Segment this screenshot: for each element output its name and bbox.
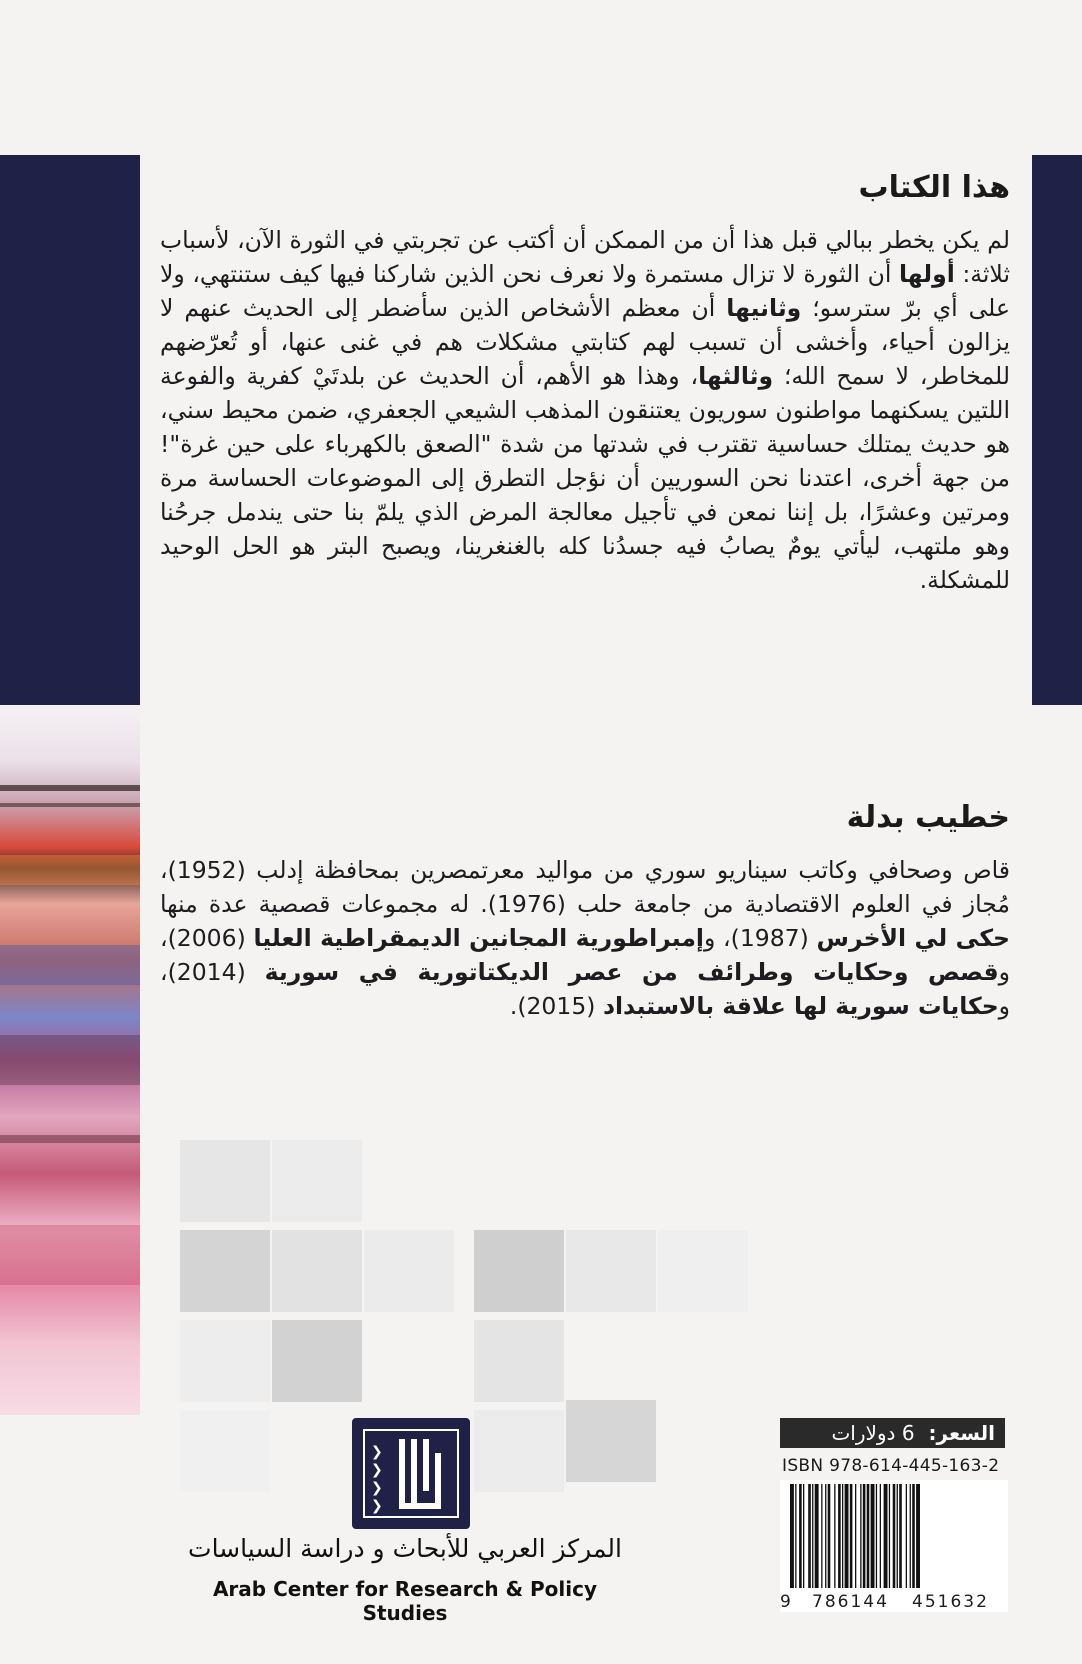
price-value: 6 دولارات bbox=[831, 1421, 915, 1445]
mosaic-square bbox=[272, 1320, 362, 1402]
mosaic-square bbox=[474, 1320, 564, 1402]
logo-arrows-icon: ❯ ❯ ❯ ❯ bbox=[371, 1444, 383, 1514]
barcode-bar bbox=[912, 1484, 915, 1588]
bold-run: حكى لي الأخرس bbox=[816, 924, 1010, 952]
text-run: أن معظم الأشخاص الذين سأضطر إلى الحديث عنهم لا يزالون أحياء، وأخشى أن تسبب لهم كتابتي مشكلات هم في غنى عنها، أو تُعرّضهم للمخاطر، لا سمح الله؛ bbox=[160, 294, 1010, 390]
isbn-barcode bbox=[780, 1480, 1008, 1612]
author-section bbox=[160, 800, 1010, 1023]
barcode-bar bbox=[828, 1484, 831, 1588]
text-run: (1987)، و bbox=[703, 924, 817, 952]
barcode-bar bbox=[821, 1484, 822, 1588]
barcode-bar bbox=[884, 1484, 888, 1588]
price-label: السعر: bbox=[928, 1421, 995, 1445]
barcode-bar bbox=[815, 1484, 819, 1588]
text-run: لم يكن يخطر ببالي قبل هذا أن من الممكن أن أكتب عن تجربتي في الثورة الآن، لأسباب ثلاثة: bbox=[160, 226, 1010, 288]
barcode-bar bbox=[842, 1484, 843, 1588]
barcode-bar bbox=[803, 1484, 804, 1588]
barcode-bar bbox=[845, 1484, 849, 1588]
barcode-bar bbox=[863, 1484, 866, 1588]
isbn-number: ISBN 978-614-445-163-2 bbox=[782, 1456, 1000, 1476]
barcode-group-right: 451632 bbox=[912, 1592, 989, 1612]
right-navy-bar bbox=[1032, 155, 1082, 705]
barcode-bar bbox=[916, 1484, 920, 1588]
publisher-logo bbox=[352, 1418, 470, 1529]
barcode-bar bbox=[880, 1484, 881, 1588]
mosaic-square bbox=[474, 1230, 564, 1312]
barcode-bar bbox=[906, 1484, 907, 1588]
mosaic-square bbox=[272, 1140, 362, 1222]
barcode-bar bbox=[834, 1484, 835, 1588]
barcode-bar bbox=[860, 1484, 861, 1588]
mosaic-square bbox=[658, 1230, 748, 1312]
barcode-bar bbox=[838, 1484, 841, 1588]
mosaic-square bbox=[566, 1400, 656, 1482]
barcode-bar bbox=[808, 1484, 811, 1588]
logo-frame bbox=[363, 1429, 459, 1518]
text-run: ، وهذا هو الأهم، أن الحديث عن بلدتَيْ كفرية والفوعة اللتين يسكنهما مواطنون سوريون يعتنقون المذهب الشيعي الجعفري، ضمن محيط سني، هو حديث يمتلك حساسية تقترب في شدتها من شدة "الصعق بالكهرباء على حين غرة"! من جهة أخرى، اعتدنا نحن السوريين أن نؤجل التطرق إلى الموضوعات الحساسة مرة ومرتين وعشرًا، بل إننا نمعن في تأجيل معالجة المرض الذي يلمّ بنا حتى يندمل جرحُنا وهو ملتهب، ليأتي يومٌ يصابُ فيه جسدُنا كله بالغنغرينا، ويصبح البتر هو الحل الوحيد للمشكلة. bbox=[160, 362, 1010, 594]
barcode-bar bbox=[897, 1484, 898, 1588]
barcode-bar bbox=[910, 1484, 911, 1588]
barcode-bar bbox=[795, 1484, 796, 1588]
logo-glyph-icon bbox=[393, 1435, 453, 1515]
text-run: (2006)، و bbox=[160, 924, 1010, 986]
text-run: أن الثورة لا تزال مستمرة ولا نعرف نحن الذين شاركنا فيها كيف ستنتهي، ولا على أي برّ سترسو؛ bbox=[160, 260, 1010, 322]
barcode-bar bbox=[812, 1484, 813, 1588]
bold-run: قصص وحكايات وطرائف من عصر الديكتاتورية في سورية bbox=[264, 958, 999, 986]
mosaic-square bbox=[272, 1230, 362, 1312]
text-run: قاص وصحافي وكاتب سيناريو سوري من مواليد معرتمصرين بمحافظة إدلب (1952)، مُجاز في العلوم الاقتصادية من جامعة حلب (1976). له مجموعات قصصية عدة منها bbox=[160, 856, 1010, 918]
barcode-bar bbox=[899, 1484, 902, 1588]
mosaic-square bbox=[566, 1230, 656, 1312]
author-name-heading: خطيب بدلة bbox=[846, 800, 1010, 835]
about-book-section bbox=[160, 170, 1010, 597]
bold-run: وثانيها bbox=[726, 294, 802, 322]
barcode-icon bbox=[780, 1480, 1008, 1590]
barcode-bar bbox=[850, 1484, 853, 1588]
bold-run: إمبراطورية المجانين الديمقراطية العليا bbox=[253, 924, 704, 952]
barcode-bar bbox=[825, 1484, 826, 1588]
publisher-name-english: Arab Center for Research & Policy Studies bbox=[212, 1577, 598, 1625]
barcode-bar bbox=[889, 1484, 890, 1588]
text-run: (2014)، و bbox=[160, 958, 1010, 1020]
cover-photo-strip bbox=[0, 705, 140, 1415]
author-bio-text bbox=[160, 853, 1010, 1023]
left-navy-bar bbox=[0, 155, 140, 705]
barcode-group-left: 786144 bbox=[812, 1592, 889, 1612]
barcode-bar bbox=[867, 1484, 870, 1588]
mosaic-square bbox=[364, 1230, 454, 1312]
mosaic-square bbox=[180, 1230, 270, 1312]
bold-run: حكايات سورية لها علاقة بالاستبداد bbox=[602, 992, 999, 1020]
text-run: (2015). bbox=[509, 992, 603, 1020]
barcode-bar bbox=[855, 1484, 856, 1588]
about-book-text bbox=[160, 223, 1010, 597]
mosaic-square bbox=[180, 1320, 270, 1402]
mosaic-square bbox=[180, 1410, 270, 1492]
price-label-box bbox=[780, 1418, 1005, 1448]
mosaic-square bbox=[180, 1140, 270, 1222]
bold-run: أولها bbox=[898, 260, 955, 288]
mosaic-square bbox=[474, 1410, 564, 1492]
barcode-bar bbox=[893, 1484, 896, 1588]
publisher-name-arabic: المركز العربي للأبحاث و دراسة السياسات bbox=[188, 1534, 622, 1563]
barcode-bar bbox=[799, 1484, 802, 1588]
barcode-bar bbox=[871, 1484, 875, 1588]
bold-run: وثالثها bbox=[698, 362, 774, 390]
barcode-lead-digit: 9 bbox=[780, 1592, 791, 1612]
barcode-bar bbox=[790, 1484, 794, 1588]
barcode-bar bbox=[876, 1484, 877, 1588]
about-book-heading: هذا الكتاب bbox=[858, 170, 1010, 205]
